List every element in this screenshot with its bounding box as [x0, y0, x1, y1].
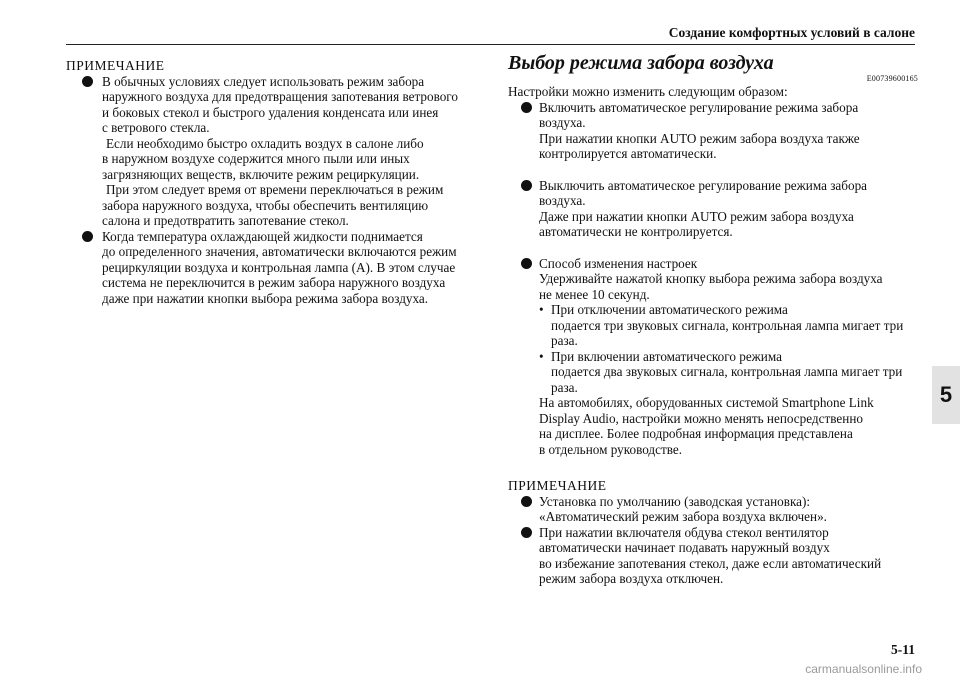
text-line: Включить автоматическое регулирование режима забора — [539, 99, 859, 115]
bullet-dot-icon — [82, 76, 93, 87]
text-line: раза. — [551, 379, 578, 395]
bullet-dot-icon — [521, 102, 532, 113]
note-heading: ПРИМЕЧАНИЕ — [508, 478, 607, 493]
text-line: Даже при нажатии кнопки AUTO режим забора воздуха — [539, 208, 854, 224]
spacer — [508, 162, 918, 178]
text-line: забора наружного воздуха, чтобы обеспечить вентиляцию — [102, 197, 429, 213]
text-line: в отдельном руководстве. — [539, 441, 683, 457]
text-line: При включении автоматического режима — [551, 348, 782, 364]
text-line: Способ изменения настроек — [539, 255, 698, 271]
text-line: даже при нажатии кнопки выбора режима забора воздуха. — [102, 290, 429, 306]
page-number: 5-11 — [890, 642, 915, 657]
note-heading: ПРИМЕЧАНИЕ — [66, 58, 165, 73]
watermark: carmanualsonline.info — [805, 662, 922, 676]
running-header: Создание комфортных условий в салоне — [668, 25, 915, 40]
text-line: Выключить автоматическое регулирование режима забора — [539, 177, 868, 193]
text-line: до определенного значения, автоматически включаются режим — [102, 244, 457, 259]
spacer — [508, 240, 918, 256]
sub-item-disable — [508, 302, 918, 318]
option-change-method — [508, 256, 918, 303]
text-line: система не переключится в режим забора наружного воздуха — [102, 275, 446, 290]
text-line: Удерживайте нажатой кнопку выбора режима забора воздуха — [539, 271, 883, 286]
text-line: рециркуляции воздуха и контрольная лампа (A). В этом случае — [102, 259, 456, 275]
text-line: на дисплее. Более подробная информация представлена — [539, 426, 853, 441]
text-line: воздуха. — [539, 115, 586, 130]
option-disable-auto — [508, 178, 918, 240]
text-line: Display Audio, настройки можно менять непосредственно — [539, 410, 863, 426]
text-line: При нажатии включателя обдува стекол вентилятор — [539, 524, 829, 540]
bullet-dot-icon — [82, 231, 93, 242]
note-bullet-defroster — [508, 525, 918, 587]
text-line: и боковых стекол и быстрого удаления конденсата или инея — [102, 104, 439, 120]
bullet-dot-icon — [521, 258, 532, 269]
text-line: В обычных условиях следует использовать режим забора — [102, 73, 425, 89]
text-line: При нажатии кнопки AUTO режим забора воздуха также — [539, 130, 860, 146]
text-line: режим забора воздуха отключен. — [539, 571, 724, 586]
text-line: При отключении автоматического режима — [551, 302, 788, 317]
text-line: автоматически не контролируется. — [539, 224, 733, 239]
text-line: автоматически начинает подавать наружный воздух — [539, 540, 830, 555]
sub-item-enable — [508, 349, 918, 365]
option-enable-auto — [508, 100, 918, 162]
note-bullet-1 — [66, 74, 476, 229]
text-line: «Автоматический режим забора воздуха включен». — [539, 509, 827, 524]
text-line: Установка по умолчанию (заводская установка): — [539, 493, 811, 509]
text-line: раза. — [551, 333, 578, 348]
note-bullet-default — [508, 494, 918, 525]
text-line: подается два звуковых сигнала, контрольная лампа мигает три — [551, 364, 903, 379]
text-line: наружного воздуха для предотвращения запотевания ветрового — [102, 89, 458, 104]
text-line: На автомобилях, оборудованных системой Smartphone Link — [539, 395, 874, 410]
text-line: во избежание запотевания стекол, даже если автоматический — [539, 555, 882, 571]
text-line: салона и предотвратить запотевание стекол. — [102, 213, 349, 228]
text-line: воздуха. — [539, 193, 586, 208]
text-line: подается три звуковых сигнала, контрольная лампа мигает три — [551, 317, 904, 333]
text-line: Когда температура охлаждающей жидкости поднимается — [102, 228, 423, 244]
intro-text: Настройки можно изменить следующим образом: — [508, 84, 788, 99]
section-title: Выбор режима забора воздуха — [508, 52, 774, 74]
text-line: При этом следует время от времени переключаться в режим — [106, 182, 444, 197]
header-rule — [66, 44, 915, 45]
bullet-dot-icon — [521, 496, 532, 507]
bullet-dot-icon — [521, 527, 532, 538]
text-line: с ветрового стекла. — [102, 120, 210, 135]
display-audio-text — [508, 395, 918, 457]
text-line: загрязняющих веществ, включите режим рециркуляции. — [102, 166, 420, 182]
right-column — [508, 53, 918, 587]
section-code: E00739600165 — [866, 74, 918, 83]
sub-bullet-icon: • — [539, 302, 544, 317]
spacer — [508, 457, 918, 473]
chapter-tab: 5 — [932, 366, 960, 424]
text-line: не менее 10 секунд. — [539, 286, 650, 302]
sub-bullet-icon: • — [539, 348, 544, 364]
text-line: Если необходимо быстро охладить воздух в салоне либо — [106, 135, 424, 151]
note-bullet-2 — [66, 229, 476, 307]
bullet-dot-icon — [521, 180, 532, 191]
left-column — [66, 53, 476, 306]
text-line: в наружном воздухе содержится много пыли или иных — [102, 151, 410, 166]
text-line: контролируется автоматически. — [539, 146, 717, 161]
